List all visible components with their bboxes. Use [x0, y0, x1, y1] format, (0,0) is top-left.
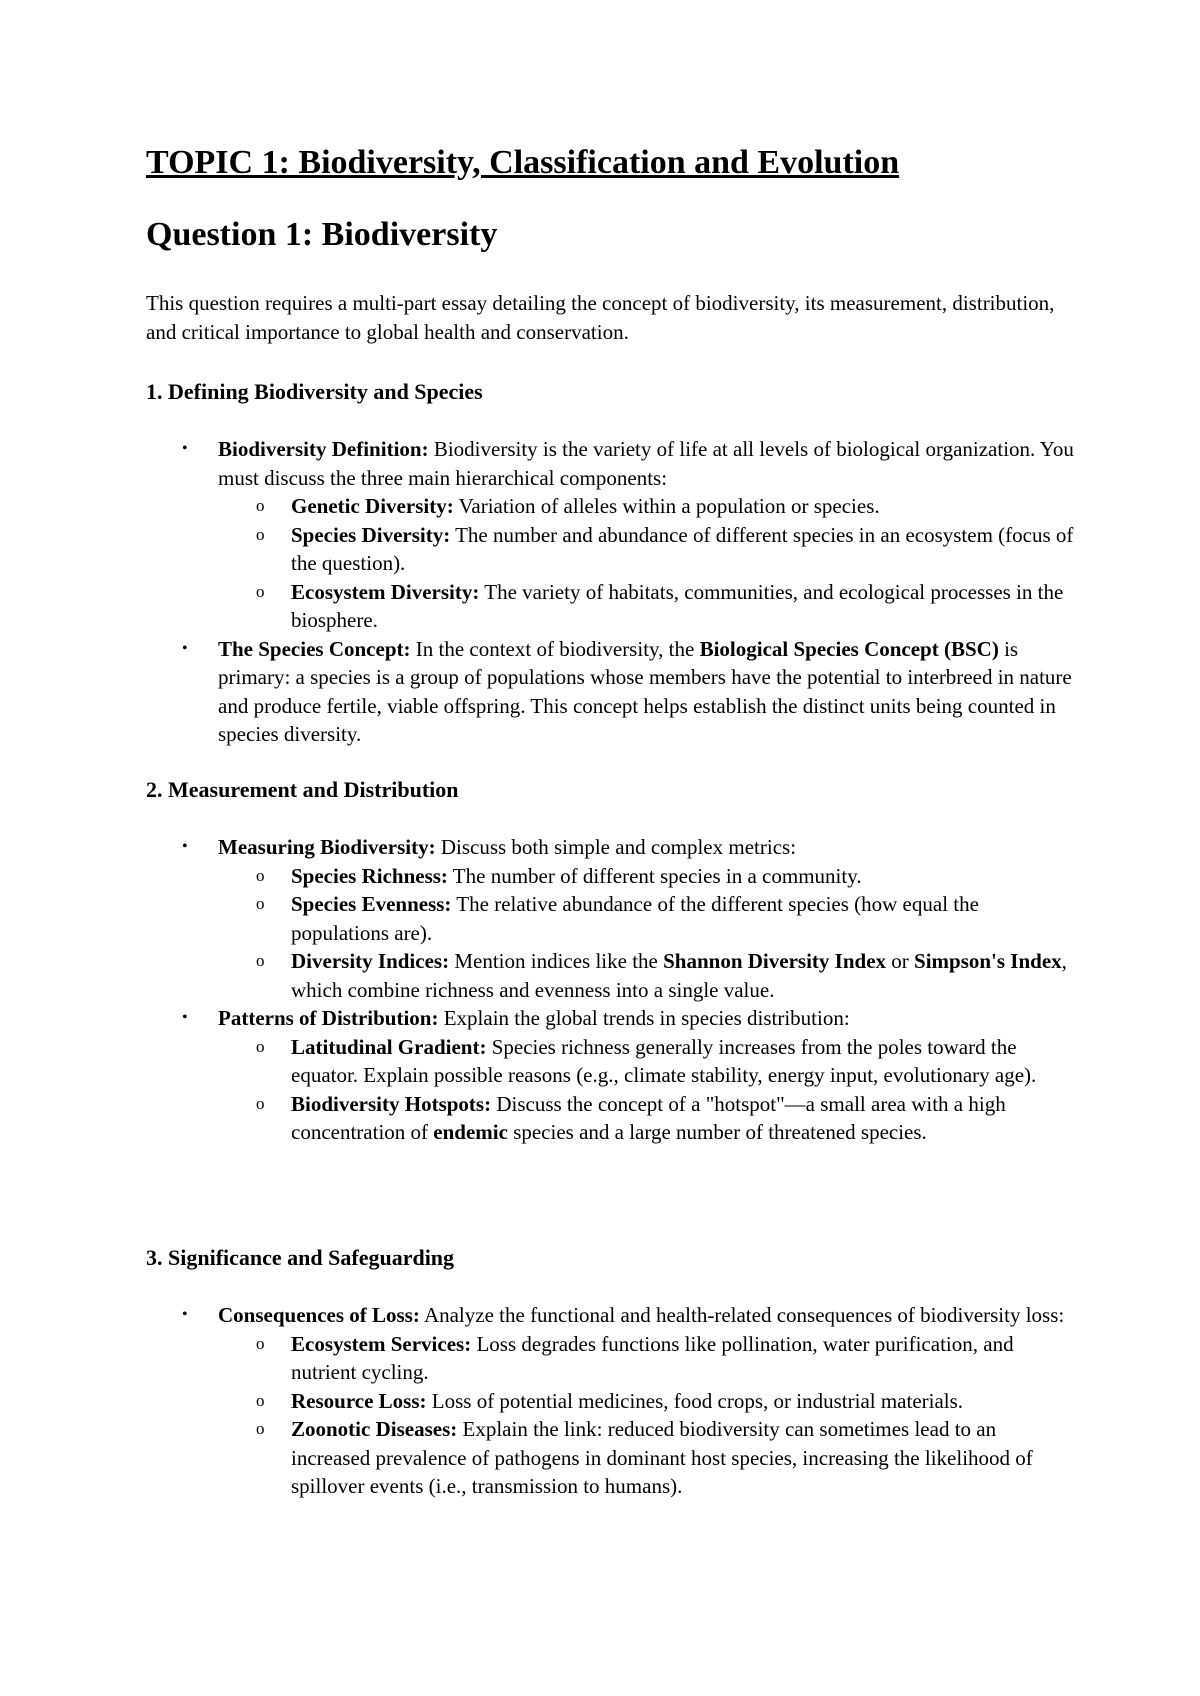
sub-list-item [218, 1330, 1076, 1387]
item-text: The number and abundance of different species in an ecosystem (focus of the question). [291, 522, 1074, 575]
sub-list [218, 1033, 1076, 1147]
item-text: Discuss both simple and complex metrics: [435, 835, 797, 859]
circle-bullet-icon: o [256, 496, 265, 515]
item-text: is primary: a species is a group of populations whose members have the potential to interbreed in nature and produce fertile, viable offspring. This concept helps establish the distinct units being counted in species diversity. [218, 636, 1072, 746]
bullet-list [146, 833, 1076, 1147]
term-label: Simpson's Index [914, 949, 1062, 973]
sub-list [218, 492, 1076, 635]
sub-list-item [218, 578, 1076, 635]
term-label: Consequences of Loss: [218, 1303, 420, 1327]
sub-list-item [218, 890, 1076, 947]
circle-bullet-icon: o [256, 1390, 265, 1410]
item-text: Variation of alleles within a population or species. [453, 494, 880, 518]
term-label: Diversity Indices: [291, 949, 450, 973]
item-text: The relative abundance of the different species (how equal the populations are). [291, 892, 979, 945]
circle-bullet-icon: o [256, 865, 265, 885]
term-label: Biological Species Concept (BSC) [699, 636, 999, 661]
item-text: Loss degrades functions like pollination, water purification, and nutrient cycling. [291, 1331, 1014, 1384]
sub-list-item [218, 492, 1076, 521]
section-defining-biodiversity [146, 378, 1076, 749]
bullet-icon: • [182, 440, 188, 457]
topic-title: TOPIC 1: Biodiversity, Classification and Evolution [146, 144, 900, 181]
list-item [146, 635, 1076, 749]
term-label: Species Diversity: [291, 522, 451, 547]
section-heading: 3. Significance and Safeguarding [146, 1245, 455, 1270]
sub-list-item [218, 1033, 1076, 1090]
sub-list-item [218, 947, 1076, 1004]
circle-bullet-icon: o [256, 951, 265, 970]
sub-list-item [218, 862, 1076, 891]
item-text: , which combine richness and evenness into a single value. [291, 949, 1067, 1002]
circle-bullet-icon: o [256, 581, 265, 601]
term-label: Measuring Biodiversity: [218, 835, 436, 859]
item-text: Analyze the functional and health-related consequences of biodiversity loss: [419, 1303, 1065, 1327]
item-text: Explain the global trends in species distribution: [438, 1006, 850, 1030]
intro-paragraph: This question requires a multi-part essay detailing the concept of biodiversity, its measurement, distribution, and critical importance to global health and conservation. [146, 291, 1055, 344]
circle-bullet-icon: o [256, 894, 265, 913]
term-label: Latitudinal Gradient: [291, 1034, 487, 1059]
circle-bullet-icon: o [256, 1333, 265, 1353]
list-item [146, 833, 1076, 1004]
sub-list [218, 1330, 1076, 1501]
item-text: Species richness generally increases from the poles toward the equator. Explain possible reasons (e.g., climate stability, energy input, evolutionary age). [291, 1034, 1037, 1087]
term-label: Shannon Diversity Index [663, 949, 887, 973]
term-label: Patterns of Distribution: [218, 1006, 439, 1030]
circle-bullet-icon: o [256, 1036, 265, 1056]
list-item [146, 1004, 1076, 1147]
term-label: Species Richness: [291, 863, 448, 888]
item-text: or [886, 949, 915, 973]
question-title: Question 1: Biodiversity [146, 216, 498, 253]
bullet-icon: • [182, 1009, 188, 1026]
circle-bullet-icon: o [256, 524, 265, 544]
term-label: Resource Loss: [291, 1388, 427, 1413]
term-label: Ecosystem Diversity: [291, 579, 480, 604]
item-text: Explain the link: reduced biodiversity can sometimes lead to an increased prevalence of pathogens in dominant host species, increasing the likelihood of spillover events (i.e., transmission to humans). [291, 1417, 1033, 1498]
sub-list-item [218, 1415, 1076, 1501]
section-significance-safeguarding [146, 1244, 1076, 1501]
section-heading: 2. Measurement and Distribution [146, 777, 459, 802]
sub-list-item [218, 1387, 1076, 1416]
sub-list-item [218, 1090, 1076, 1147]
item-text: In the context of biodiversity, the [410, 636, 700, 661]
section-measurement-distribution [146, 776, 1076, 1147]
list-item [146, 435, 1076, 635]
term-label: Zoonotic Diseases: [291, 1417, 458, 1441]
sub-list [218, 862, 1076, 1005]
bullet-icon: • [182, 639, 188, 657]
term-label: Biodiversity Hotspots: [291, 1091, 492, 1116]
circle-bullet-icon: o [256, 1419, 265, 1438]
sub-list-item [218, 521, 1076, 578]
item-text: Discuss the concept of a "hotspot"—a small area with a high concentration of [291, 1091, 1006, 1144]
term-label: Ecosystem Services: [291, 1331, 472, 1356]
term-label: endemic [433, 1120, 508, 1144]
term-label: Genetic Diversity: [291, 494, 454, 518]
bullet-icon: • [182, 1306, 188, 1323]
item-text: Biodiversity is the variety of life at all levels of biological organization. You must discuss the three main hierarchical components: [218, 437, 1074, 490]
term-label: Species Evenness: [291, 892, 452, 916]
bullet-icon: • [182, 838, 188, 855]
list-item [146, 1301, 1076, 1501]
term-label: Biodiversity Definition: [218, 437, 429, 461]
item-text: Loss of potential medicines, food crops, or industrial materials. [426, 1388, 964, 1413]
item-text: Mention indices like the [449, 949, 664, 973]
item-text: species and a large number of threatened species. [507, 1120, 927, 1144]
section-heading: 1. Defining Biodiversity and Species [146, 379, 483, 404]
bullet-list [146, 1301, 1076, 1501]
term-label: The Species Concept: [218, 636, 411, 661]
bullet-list [146, 435, 1076, 749]
item-text: The number of different species in a community. [447, 863, 862, 888]
item-text: The variety of habitats, communities, and ecological processes in the biosphere. [291, 579, 1064, 632]
circle-bullet-icon: o [256, 1093, 265, 1113]
